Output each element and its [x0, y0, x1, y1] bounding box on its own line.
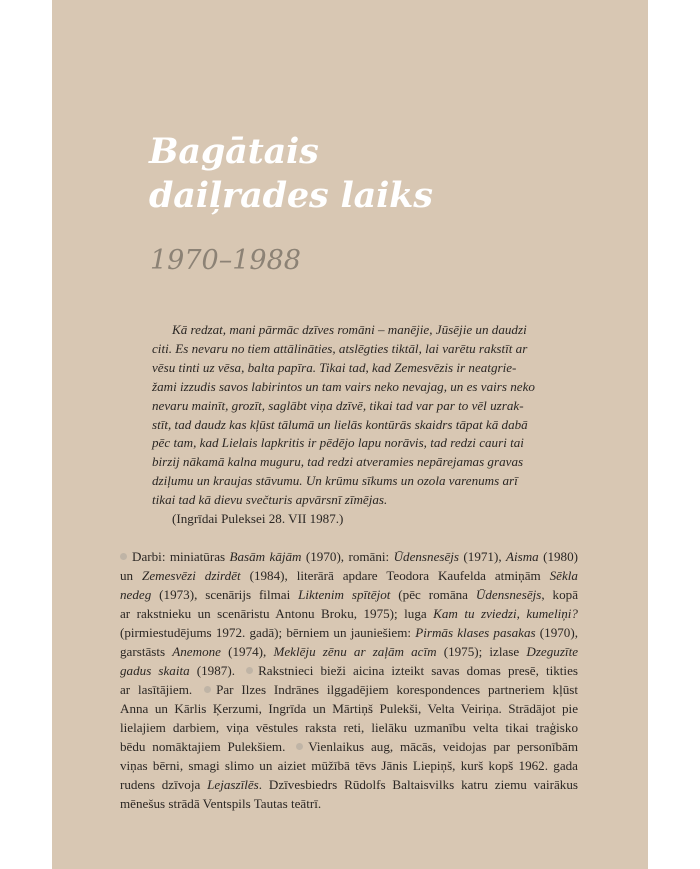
body-line: mēnešus strādā Ventspils Tautas teātrī.: [120, 796, 322, 811]
body-line: bēdu nomāktajiem Pulekšiem. Vienlaikus aug, mācās, veidojas par personībām: [120, 739, 579, 754]
body-line: garstāsts Anemone (1974), Meklēju zēnu ar zaļām acīm (1975); izlase Dzeguzīte: [120, 644, 579, 659]
chapter-title-line-1: Bagātais: [149, 131, 319, 172]
bullet-dot: [246, 667, 253, 674]
body-line: ar lasītājiem. Par Ilzes Indrānes ilggadējiem korespondences partneriem kļūst: [120, 682, 579, 697]
bullet-dot: [296, 743, 303, 750]
quote-line: Kā redzat, mani pārmāc dzīves romāni – manējie, Jūsējie un daudzi: [172, 322, 527, 337]
quote-dedication: (Ingrīdai Puleksei 28. VII 1987.): [172, 511, 344, 526]
chapter-years: 1970–1988: [150, 245, 301, 276]
body-line: lielajiem darbiem, viņa vēstules raksta reti, lielāku uzmanību velta tikai traģisko: [120, 720, 578, 735]
body-line: gadus skaita (1987). Rakstnieci bieži aicina izteikt savas domas presē, tikties: [120, 663, 578, 678]
quote-line: tikai tad kā dievu svečturis apvārsnī zīmējas.: [152, 492, 388, 508]
body-line: un Zemesvēzi dzirdēt (1984), literārā apdare Teodora Kaufelda atmiņām Sēkla: [120, 568, 578, 583]
quote-line: nevaru mainīt, grozīt, saglābt viņa dzīvē, tikai tad var par to vēl uzrak-: [152, 397, 524, 413]
quote-line: stīt, tad daudz kas kļūst tālumā un lielās kontūrās skaidrs tāpat kā dabā: [152, 416, 528, 432]
body-line: viņas bērni, smagi slimo un aiziet mūžībā tēvs Jānis Liepiņš, kurš kopš 1962. gada: [120, 758, 578, 773]
body-text: [120, 547, 578, 813]
quote-line: vēsu tinti uz vēsa, balta papīra. Tikai tad, kad Zemesvēzis ir neatgrie-: [152, 359, 517, 375]
body-line: Anna un Kārlis Ķerzumi, Ingrīda un Mārtiņš Pulekši, Velta Veiriņa. Strādājot pie: [120, 701, 578, 716]
body-line: rudens dzīvoja Lejaszīlēs. Dzīvesbiedrs Rūdolfs Baltaisvilks katru ziemu vairākus: [120, 777, 578, 792]
body-line: ar rakstnieku un scenāristu Antonu Broku, 1975); luga Kam tu zviedzi, kumeliņi?: [120, 606, 578, 621]
bullet-dot: [204, 686, 211, 693]
book-page: [52, 0, 648, 869]
body-line: Darbi: miniatūras Basām kājām (1970), romāni: Ūdensnesējs (1971), Aisma (1980): [120, 547, 578, 566]
quote-line: pēc tam, kad Lielais lapkritis ir pēdējo lapu norāvis, tad redzi cauri tai: [152, 435, 524, 451]
quote-line: dziļumu un kraujas stāvumu. Un krūmu sīkums un ozola varenums arī: [152, 473, 518, 489]
quote-line: žami izzudis savos labirintos un tam vairs neko nevajag, un es vairs neko: [152, 378, 535, 394]
epigraph-quote: [152, 321, 578, 510]
quote-line: birzij nākamā kalna muguru, tad redzi atveramies nepārejamas gravas: [152, 454, 524, 470]
chapter-title: [149, 130, 433, 218]
body-line: nedeg (1973), scenārijs filmai Liktenim spītējot (pēc romāna Ūdensnesējs, kopā: [120, 587, 578, 602]
bullet-dot: [120, 553, 127, 560]
chapter-title-line-2: daiļrades laiks: [149, 175, 433, 216]
body-line: (pirmiestudējums 1972. gadā); bērniem un jauniešiem: Pirmās klases pasakas (1970),: [120, 625, 578, 640]
quote-line: citi. Es nevaru no tiem attālināties, atslēgties tiktāl, lai varētu rakstīt ar: [152, 340, 528, 356]
